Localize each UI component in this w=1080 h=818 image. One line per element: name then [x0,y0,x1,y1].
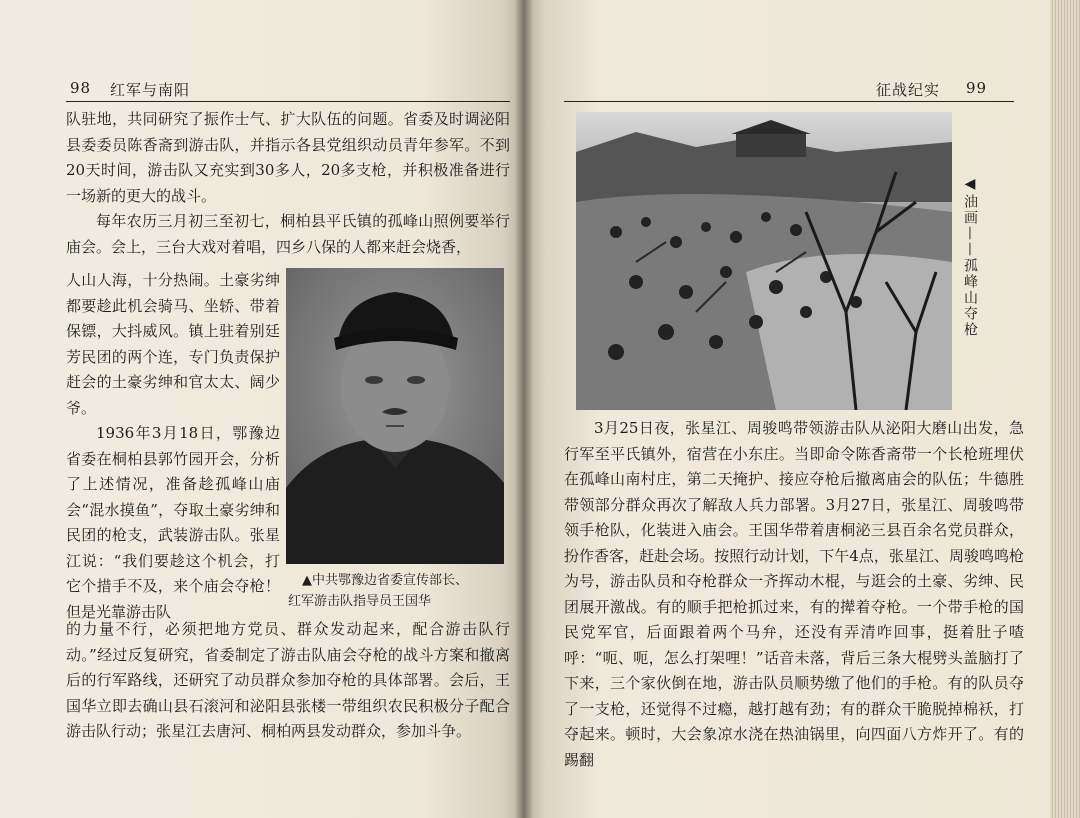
right-page [524,0,1080,818]
paragraph: 1936年3月18日，鄂豫边省委在桐柏县郭竹园开会，分析了上述情况，准备趁孤峰山庙会“混水摸鱼”，夺取土豪劣绅和民团的枪支，武装游击队。张星江说：“我们要趁这个机会，打它个措手不及，来个庙会夺枪！但是光靠游击队 [66,424,280,621]
header-rule-right [564,101,1014,102]
paragraph: 的力量不行，必须把地方党员、群众发动起来，配合游击队行动。”经过反复研究，省委制定了游击队庙会夺枪的战斗方案和撤离后的行军路线，还研究了动员群众参加夺枪的具体部署。会后，王国华立即去确山县石滚河和泌阳县张楼一带组织农民积极分子配合游击队行动；张星江去唐河、桐柏两县发动群众，参加斗争。 [66,620,510,740]
right-text-body [564,416,1024,773]
portrait-photo [286,268,504,564]
book-gutter [516,0,532,818]
running-title-left: 红军与南阳 [110,81,191,99]
page-number-right: 99 [966,79,988,97]
paragraph: 3月25日夜，张星江、周骏鸣带领游击队从泌阳大磨山出发，急行军至平氏镇外，宿营在小东庄。当即命令陈香斋带一个长枪班埋伏在孤峰山南村庄，第二天掩护、接应夺枪后撤离庙会的队伍；牛德胜带领部分群众再次了解敌人兵力部署。3月27日，张星江、周骏鸣带领手枪队，化装进入庙会。王国华带着唐桐泌三县百余名党员群众，扮作香客，赶赴会场。按照行动计划，下午4点，张星江、周骏鸣鸣枪为号，游击队员和夺枪群众一齐挥动木棍，与逛会的土豪、劣绅、民团展开激战。有的顺手把枪抓过来，有的撵着夺枪。一个带手枪的国民党军官，后面跟着两个马弁，还没有弄清咋回事，挺着肚子喳呼：“呃、呃，怎么打架哩！”话音未落，背后三条大棍劈头盖脑打了下来，三个家伙倒在地，游击队员顺势缴了他们的手枪。有的队员夺了一支枪，还觉得不过瘾，越打越有劲；有的群众干脆脱掉棉袄，打夺起来。顿时，大会象凉水浇在热油锅里，向四面八方炸开了。有的踢翻 [564,419,1024,769]
header-rule-left [66,101,510,102]
photo-caption-line2: 红军游击队指导员王国华 [288,594,432,609]
photo-caption-line1: ▲中共鄂豫边省委宣传部长、 [302,573,468,588]
paragraph: 人山人海，十分热闹。土豪劣绅都要趁此机会骑马、坐轿、带着保镖，大抖威风。镇上驻着别廷芳民团的两个连，专门负责保护赶会的土豪劣绅和官太太、阔少爷。 [66,271,280,417]
paragraph: 每年农历三月初三至初七，桐柏县平氏镇的孤峰山照例要举行庙会。会上，三台大戏对着唱，四乡八保的人都来赶会烧香， [66,212,510,256]
page-number-left: 98 [70,79,92,97]
painting-illustration [576,112,952,410]
left-text-side [66,268,280,625]
left-page [0,0,524,818]
left-text-top [66,107,510,260]
left-text-bottom [66,617,510,745]
page-edges [1050,0,1080,818]
portrait-illustration [286,268,504,564]
painting-caption: ◀油画——孤峰山夺枪 [962,176,978,338]
oil-painting [576,112,952,410]
paragraph: 队驻地，共同研究了振作士气、扩大队伍的问题。省委及时调泌阳县委委员陈香斋到游击队，并指示各县党组织动员青年参军。不到20天时间，游击队又充实到30多人，20多支枪，并积极准备进行一场新的更大的战斗。 [66,110,510,205]
running-title-right: 征战纪实 [876,81,941,99]
